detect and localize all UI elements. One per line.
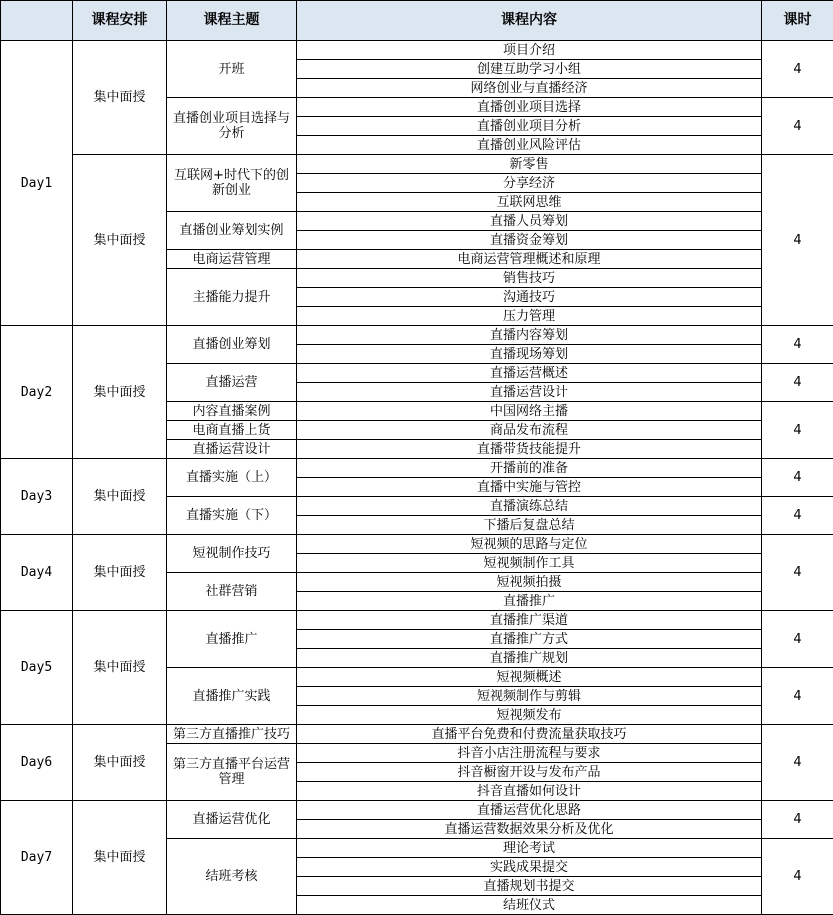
content-cell: 短视频拍摄 (297, 573, 762, 592)
day-cell: Day7 (1, 801, 73, 915)
content-cell: 分享经济 (297, 174, 762, 193)
header-row (1, 1, 833, 41)
topic-cell: 直播运营设计 (167, 440, 297, 459)
day-cell: Day2 (1, 326, 73, 459)
content-cell: 短视频制作工具 (297, 554, 762, 573)
hours-cell: 4 (762, 98, 833, 155)
topic-cell: 开班 (167, 41, 297, 98)
table-row (1, 801, 833, 820)
arrangement-cell: 集中面授 (73, 801, 167, 915)
hours-cell: 4 (762, 668, 833, 725)
day-cell: Day1 (1, 41, 73, 326)
content-cell: 新零售 (297, 155, 762, 174)
content-cell: 项目介绍 (297, 41, 762, 60)
content-cell: 直播资金筹划 (297, 231, 762, 250)
topic-cell: 第三方直播推广技巧 (167, 725, 297, 744)
content-cell: 直播平台免费和付费流量获取技巧 (297, 725, 762, 744)
content-cell: 直播运营设计 (297, 383, 762, 402)
table-row (1, 41, 833, 60)
topic-cell: 直播创业筹划 (167, 326, 297, 364)
topic-cell: 短视制作技巧 (167, 535, 297, 573)
content-cell: 中国网络主播 (297, 402, 762, 421)
content-cell: 理论考试 (297, 839, 762, 858)
content-cell: 直播创业项目分析 (297, 117, 762, 136)
content-cell: 创建互助学习小组 (297, 60, 762, 79)
arrangement-cell: 集中面授 (73, 155, 167, 326)
content-cell: 直播运营优化思路 (297, 801, 762, 820)
table-row (1, 725, 833, 744)
hours-cell: 4 (762, 402, 833, 459)
topic-cell: 直播实施（上） (167, 459, 297, 497)
header-content: 课程内容 (297, 1, 762, 41)
hours-cell: 4 (762, 801, 833, 839)
content-cell: 短视频概述 (297, 668, 762, 687)
content-cell: 电商运营管理概述和原理 (297, 250, 762, 269)
content-cell: 实践成果提交 (297, 858, 762, 877)
content-cell: 商品发布流程 (297, 421, 762, 440)
topic-cell: 结班考核 (167, 839, 297, 915)
content-cell: 直播推广规划 (297, 649, 762, 668)
table-row (1, 611, 833, 630)
topic-cell: 主播能力提升 (167, 269, 297, 326)
day-cell: Day6 (1, 725, 73, 801)
content-cell: 直播运营数据效果分析及优化 (297, 820, 762, 839)
header-blank (1, 1, 73, 41)
topic-cell: 直播推广实践 (167, 668, 297, 725)
content-cell: 沟通技巧 (297, 288, 762, 307)
topic-cell: 直播运营优化 (167, 801, 297, 839)
content-cell: 直播规划书提交 (297, 877, 762, 896)
topic-cell: 电商直播上货 (167, 421, 297, 440)
content-cell: 开播前的准备 (297, 459, 762, 478)
content-cell: 短视频制作与剪辑 (297, 687, 762, 706)
table-row (1, 155, 833, 174)
content-cell: 直播创业风险评估 (297, 136, 762, 155)
arrangement-cell: 集中面授 (73, 41, 167, 155)
header-topic: 课程主题 (167, 1, 297, 41)
hours-cell: 4 (762, 497, 833, 535)
content-cell: 直播推广 (297, 592, 762, 611)
hours-cell: 4 (762, 839, 833, 915)
day-cell: Day3 (1, 459, 73, 535)
hours-cell: 4 (762, 326, 833, 364)
topic-cell: 直播实施（下） (167, 497, 297, 535)
hours-cell: 4 (762, 364, 833, 402)
content-cell: 网络创业与直播经济 (297, 79, 762, 98)
hours-cell: 4 (762, 611, 833, 668)
hours-cell: 4 (762, 155, 833, 326)
content-cell: 互联网思维 (297, 193, 762, 212)
content-cell: 直播人员筹划 (297, 212, 762, 231)
content-cell: 短视频的思路与定位 (297, 535, 762, 554)
hours-cell: 4 (762, 725, 833, 801)
table-row (1, 535, 833, 554)
content-cell: 压力管理 (297, 307, 762, 326)
day-cell: Day4 (1, 535, 73, 611)
arrangement-cell: 集中面授 (73, 611, 167, 725)
hours-cell: 4 (762, 535, 833, 611)
content-cell: 直播带货技能提升 (297, 440, 762, 459)
header-arrangement: 课程安排 (73, 1, 167, 41)
content-cell: 短视频发布 (297, 706, 762, 725)
topic-cell: 互联网+时代下的创新创业 (167, 155, 297, 212)
content-cell: 下播后复盘总结 (297, 516, 762, 535)
topic-cell: 直播推广 (167, 611, 297, 668)
topic-cell: 直播创业筹划实例 (167, 212, 297, 250)
topic-cell: 第三方直播平台运营管理 (167, 744, 297, 801)
content-cell: 抖音小店注册流程与要求 (297, 744, 762, 763)
hours-cell: 4 (762, 41, 833, 98)
content-cell: 直播中实施与管控 (297, 478, 762, 497)
content-cell: 结班仪式 (297, 896, 762, 915)
arrangement-cell: 集中面授 (73, 326, 167, 459)
arrangement-cell: 集中面授 (73, 459, 167, 535)
content-cell: 直播推广渠道 (297, 611, 762, 630)
table-row (1, 326, 833, 345)
content-cell: 抖音直播如何设计 (297, 782, 762, 801)
table-row (1, 459, 833, 478)
topic-cell: 直播创业项目选择与分析 (167, 98, 297, 155)
topic-cell: 社群营销 (167, 573, 297, 611)
content-cell: 抖音橱窗开设与发布产品 (297, 763, 762, 782)
content-cell: 直播现场筹划 (297, 345, 762, 364)
content-cell: 直播内容筹划 (297, 326, 762, 345)
header-hours: 课时 (762, 1, 833, 41)
content-cell: 销售技巧 (297, 269, 762, 288)
topic-cell: 电商运营管理 (167, 250, 297, 269)
content-cell: 直播演练总结 (297, 497, 762, 516)
topic-cell: 内容直播案例 (167, 402, 297, 421)
content-cell: 直播创业项目选择 (297, 98, 762, 117)
topic-cell: 直播运营 (167, 364, 297, 402)
arrangement-cell: 集中面授 (73, 725, 167, 801)
day-cell: Day5 (1, 611, 73, 725)
arrangement-cell: 集中面授 (73, 535, 167, 611)
content-cell: 直播推广方式 (297, 630, 762, 649)
content-cell: 直播运营概述 (297, 364, 762, 383)
hours-cell: 4 (762, 459, 833, 497)
